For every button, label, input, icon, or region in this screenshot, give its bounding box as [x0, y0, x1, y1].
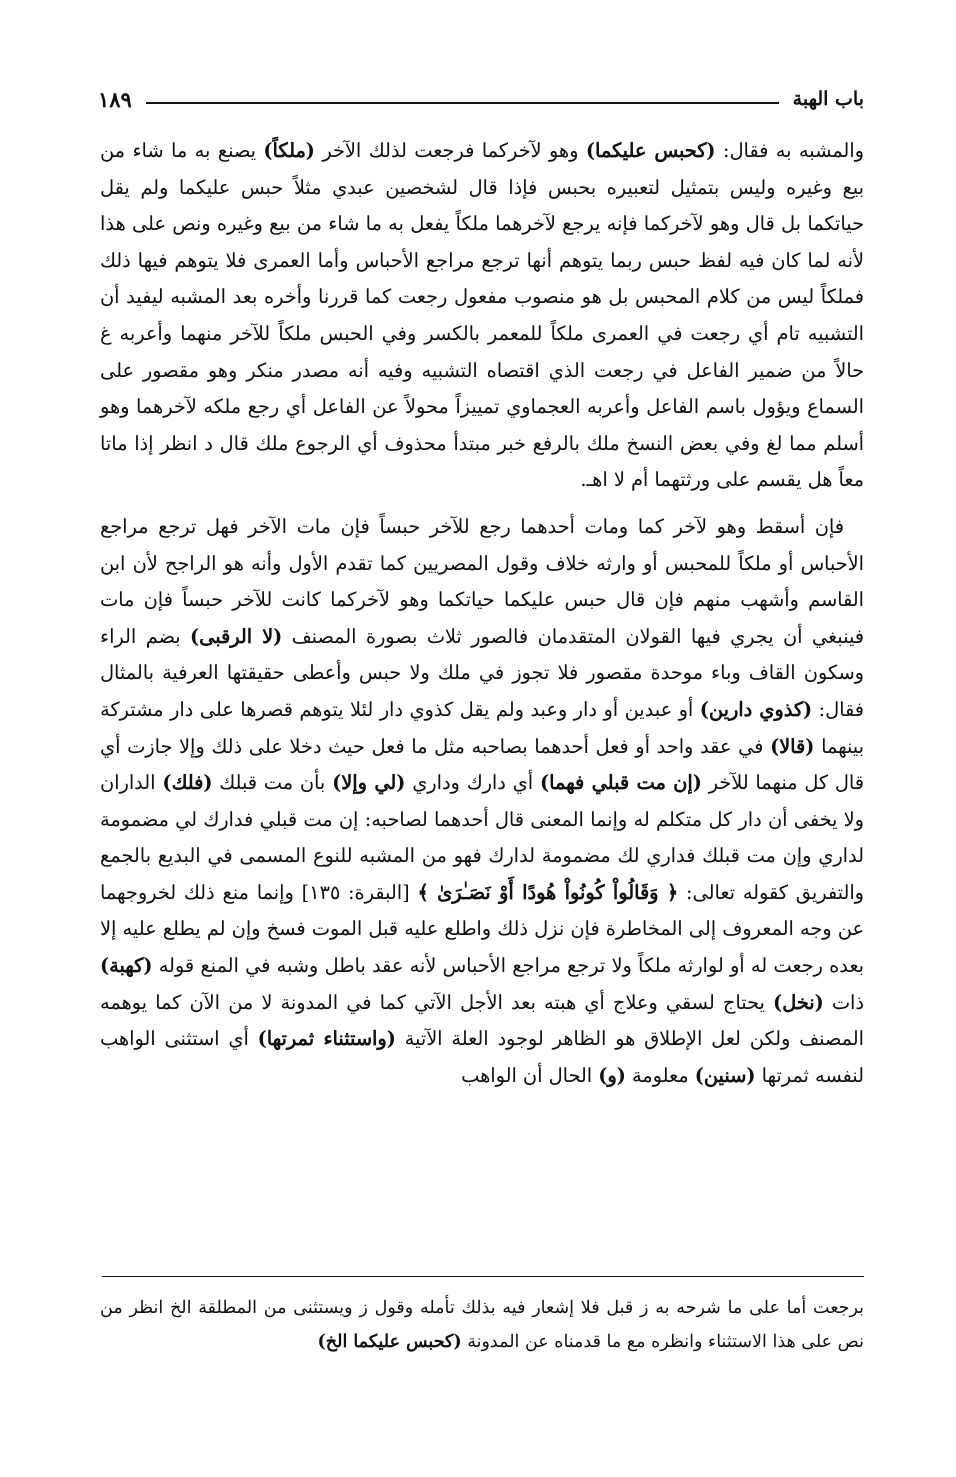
text-run: ذات	[823, 990, 864, 1014]
bold-term: (سنين)	[694, 1063, 756, 1087]
paragraph-1	[100, 133, 864, 499]
text-run: أي دارك وداري	[405, 771, 540, 795]
page-number: ١٨٩	[98, 86, 132, 112]
main-text	[100, 133, 864, 1094]
paragraph-2	[100, 509, 864, 1095]
text-run: وهو لآخركما فرجعت لذلك الآخر	[314, 139, 586, 162]
chapter-title: باب الهبة	[792, 88, 864, 110]
bold-term: (لي وإلا)	[332, 771, 406, 795]
text-run: يحتاج لسقي وعلاج أي هبته بعد الأجل الآتي كما في المدونة لا من الآن كما يوهمه المصنف ولكن لعل الإطلاق هو الظاهر لوجود العلة الآتية	[100, 990, 864, 1051]
text-run: والمشبه به فقال:	[715, 139, 864, 162]
bold-term: (كحبس عليكما)	[585, 139, 716, 162]
quran-verse: ﴿ وَقَالُواْ كُونُواْ هُودًا أَوْ نَصَـٰرَىٰ ﴾	[417, 880, 679, 904]
text-run: أو عبدين أو دار وعبد ولم يقل كذوي دار لئلا يتوهم قصرها على دار مشتركة بينهما	[100, 697, 864, 758]
bold-term: (قالا)	[770, 734, 815, 758]
footnote	[100, 1291, 864, 1359]
text-run: الداران ولا يخفى أن دار كل متكلم له وإنما المعنى قال أحدهما لصاحبه: إن مت قبلي فدارك لي مضمومة لداري وإن مت قبلك فداري لك مضمومة لدارك فهو من المشبه للنوع المسمى في البديع بالجمع والتفريق كقوله تعالى:	[100, 771, 864, 904]
text-run: الحال أن الواهب	[461, 1063, 599, 1087]
footnote-divider	[102, 1276, 864, 1277]
bold-term: (إن مت قبلي فهما)	[539, 771, 702, 795]
bold-term: (كذوي دارين)	[699, 697, 813, 721]
text-run: في عقد واحد أو فعل أحدهما بصاحبه مثل ما فعل حيث دخلا على ذلك وإلا جازت أي قال كل منهما للآخر	[100, 734, 865, 795]
bold-term: (و)	[598, 1063, 626, 1087]
page-header	[98, 84, 864, 114]
text-run: برجعت أما على ما شرحه به ز قبل فلا إشعار فيه بذلك تأمله وقول ز ويستثنى من المطلقة الخ انظر من نص على هذا الاستثناء وانظره مع ما قدمناه عن المدونة	[100, 1298, 864, 1352]
text-run: يصنع به ما شاء من بيع وغيره وليس بتمثيل لتعبيره بحبس فإذا قال لشخصين عبدي مثلاً حبس عليكما ولم يقل حياتكما بل قال وهو لآخركما فإنه يرجع لآخرهما ملكاً يفعل به ما شاء من بيع وغيره ونص على هذا لأنه لما كان فيه لفظ حبس ربما يتوهم أنها ترجع مراجع الأحباس وأما العمرى فلا يتوهم فيها ذلك فملكاً ليس من كلام المحبس بل هو منصوب مفعول رجعت كما قررنا وأخره بعد المشبه ليفيد أن التشبيه تام أي رجعت في العمرى ملكاً للمعمر بالكسر وفي الحبس ملكاً للآخر منهما وأعربه غ حالاً من ضمير الفاعل في رجعت الذي اقتصاه التشبيه وفيه أنه مصدر منكر وهو مقصور على السماع ويؤول باسم الفاعل وأعربه العجماوي تمييزاً محولاً عن الفاعل أي رجع ملكه لآخرهما وهو أسلم مما لغ وفي بعض النسخ ملك بالرفع خبر مبتدأ محذوف أي الرجوع ملك قال د انظر إذا ماتا معاً هل يقسم على ورثتهما أم لا اهـ.	[100, 139, 864, 492]
bold-term: (نخل)	[773, 990, 824, 1014]
header-rule	[146, 102, 779, 104]
text-run: أي استثنى الواهب لنفسه ثمرتها	[100, 1027, 864, 1087]
text-run: فإن أسقط وهو لآخر كما ومات أحدهما رجع للآخر حبساً فإن مات الآخر فهل ترجع مراجع الأحباس أو ملكاً للمحبس أو وارثه خلاف وقول المصريين كما تقدم الأول وأنه هو الراجح لأن ابن القاسم وأشهب منهم فإن قال حبس عليكما حياتكما وهو لآخركما كانت للآخر حبساً فإن مات فينبغي أن يجري فيها القولان المتقدمان فالصور ثلاث بصورة المصنف	[100, 514, 864, 648]
bold-term: (كهبة)	[100, 954, 153, 978]
bold-term: (فلك)	[162, 771, 213, 795]
text-run: بضم الراء وسكون القاف وباء موحدة مقصور فلا تجوز في ملك ولا حبس وأعطى حقيقتها العرفية بالمثال فقال:	[100, 624, 864, 721]
text-run: [البقرة: ١٣٥] وإنما منع ذلك لخروجهما عن وجه المعروف إلى المخاطرة فإن نزل ذلك واطلع عليه قبل الموت فسخ وإن لم يطلع عليه إلا بعده رجعت له أو لوارثه ملكاً ولا ترجع مراجع الأحباس لأنه عقد باطل وشبه في المنع قوله	[100, 880, 864, 978]
text-run: معلومة	[625, 1063, 695, 1087]
bold-term: (واستثناء ثمرتها)	[257, 1027, 396, 1051]
text-run: بأن مت قبلك	[212, 771, 333, 795]
bold-term: (ملكاً)	[263, 139, 315, 162]
bold-term: (لا الرقبى)	[190, 624, 283, 648]
bold-term: (كحبس عليكما الخ)	[317, 1332, 462, 1352]
